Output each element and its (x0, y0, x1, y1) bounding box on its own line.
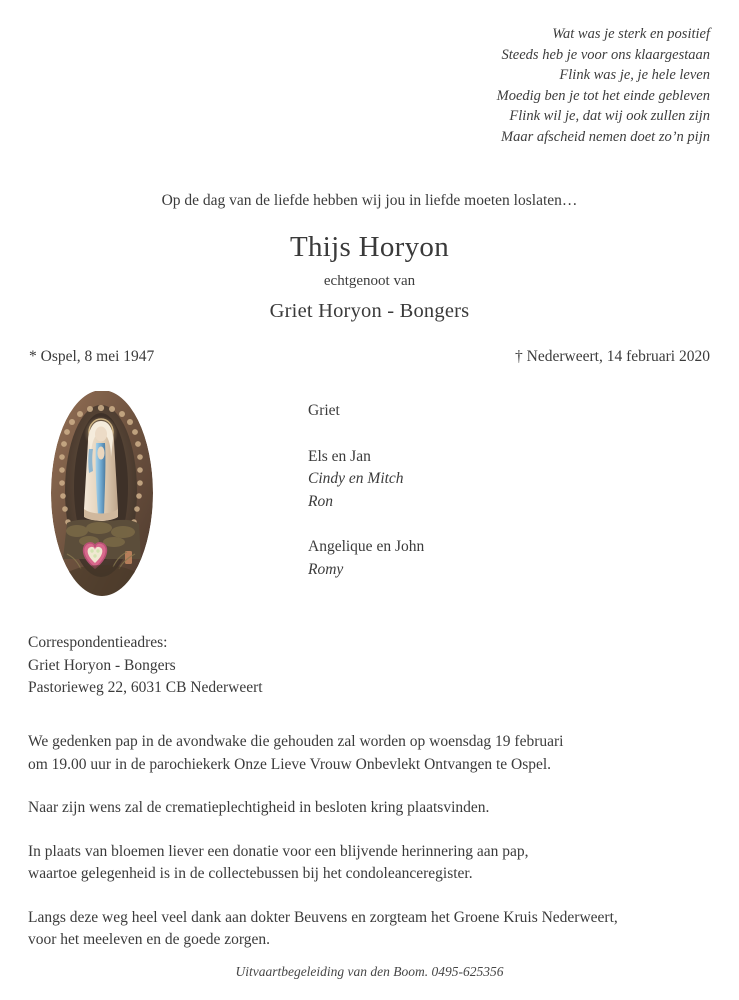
memorial-poem (290, 24, 710, 148)
paragraph-avondwake (28, 731, 718, 776)
intro-sentence: Op de dag van de liefde hebben wij jou in liefde moeten loslaten… (161, 192, 578, 209)
paragraph-dank (28, 907, 718, 952)
poem-line: Steeds heb je voor ons klaargestaan (501, 46, 710, 63)
dates-row (29, 346, 710, 368)
paragraph-line: Langs deze weg heel veel dank aan dokter Beuvens en zorgteam het Groene Kruis Nederweert, (28, 908, 618, 926)
paragraph-line: We gedenken pap in de avondwake die gehouden zal worden op woensdag 19 februari (28, 733, 564, 750)
family-primary-name: Angelique en John (308, 538, 425, 555)
poem-line: Wat was je sterk en positief (552, 26, 710, 42)
family-group (308, 446, 424, 514)
family-group (308, 400, 424, 423)
madonna-grotto-illustration (51, 391, 153, 596)
family-sub-name: Ron (308, 492, 333, 510)
relation-label: echtgenoot van (323, 273, 416, 289)
madonna-grotto-photo (51, 391, 153, 596)
address-street: Pastorieweg 22, 6031 CB Nederweert (28, 679, 263, 696)
paragraph-line: voor het meeleven en de goede zorgen. (28, 931, 271, 948)
paragraph-line: om 19.00 uur in de parochiekerk Onze Lieve Vrouw Onbevlekt Ontvangen te Ospel. (28, 755, 552, 773)
family-sub-name: Cindy en Mitch (308, 470, 404, 487)
family-list (308, 400, 424, 581)
address-name: Griet Horyon - Bongers (28, 656, 176, 674)
family-group (308, 536, 424, 581)
poem-line: Flink wil je, dat wij ook zullen zijn (509, 108, 710, 125)
paragraph-line: In plaats van bloemen liever een donatie voor een blijvende herinnering aan pap, (28, 842, 529, 860)
correspondence-address (28, 632, 263, 700)
family-primary-name: Els en Jan (308, 447, 371, 465)
poem-line: Moedig ben je tot het einde gebleven (496, 87, 710, 104)
deceased-name: Thijs Horyon (289, 231, 450, 263)
poem-line: Flink was je, je hele leven (559, 67, 710, 84)
birth-date: * Ospel, 8 mei 1947 (29, 348, 155, 365)
body-text (28, 731, 718, 952)
paragraph-crematie (28, 797, 718, 820)
family-sub-name: Romy (308, 560, 344, 578)
address-label: Correspondentieadres: (28, 634, 168, 651)
death-date: † Nederweert, 14 februari 2020 (515, 348, 710, 365)
spouse-name: Griet Horyon - Bongers (269, 300, 470, 322)
funeral-director-footer: Uitvaartbegeleiding van den Boom. 0495-625356 (235, 964, 504, 979)
family-primary-name: Griet (308, 402, 340, 419)
name-block (0, 228, 739, 326)
paragraph-line: Naar zijn wens zal de crematieplechtigheid in besloten kring plaatsvinden. (28, 799, 490, 816)
paragraph-line: waartoe gelegenheid is in de collectebussen bij het condoleanceregister. (28, 865, 473, 882)
poem-line: Maar afscheid nemen doet zo’n pijn (500, 128, 710, 145)
paragraph-donatie (28, 841, 718, 886)
